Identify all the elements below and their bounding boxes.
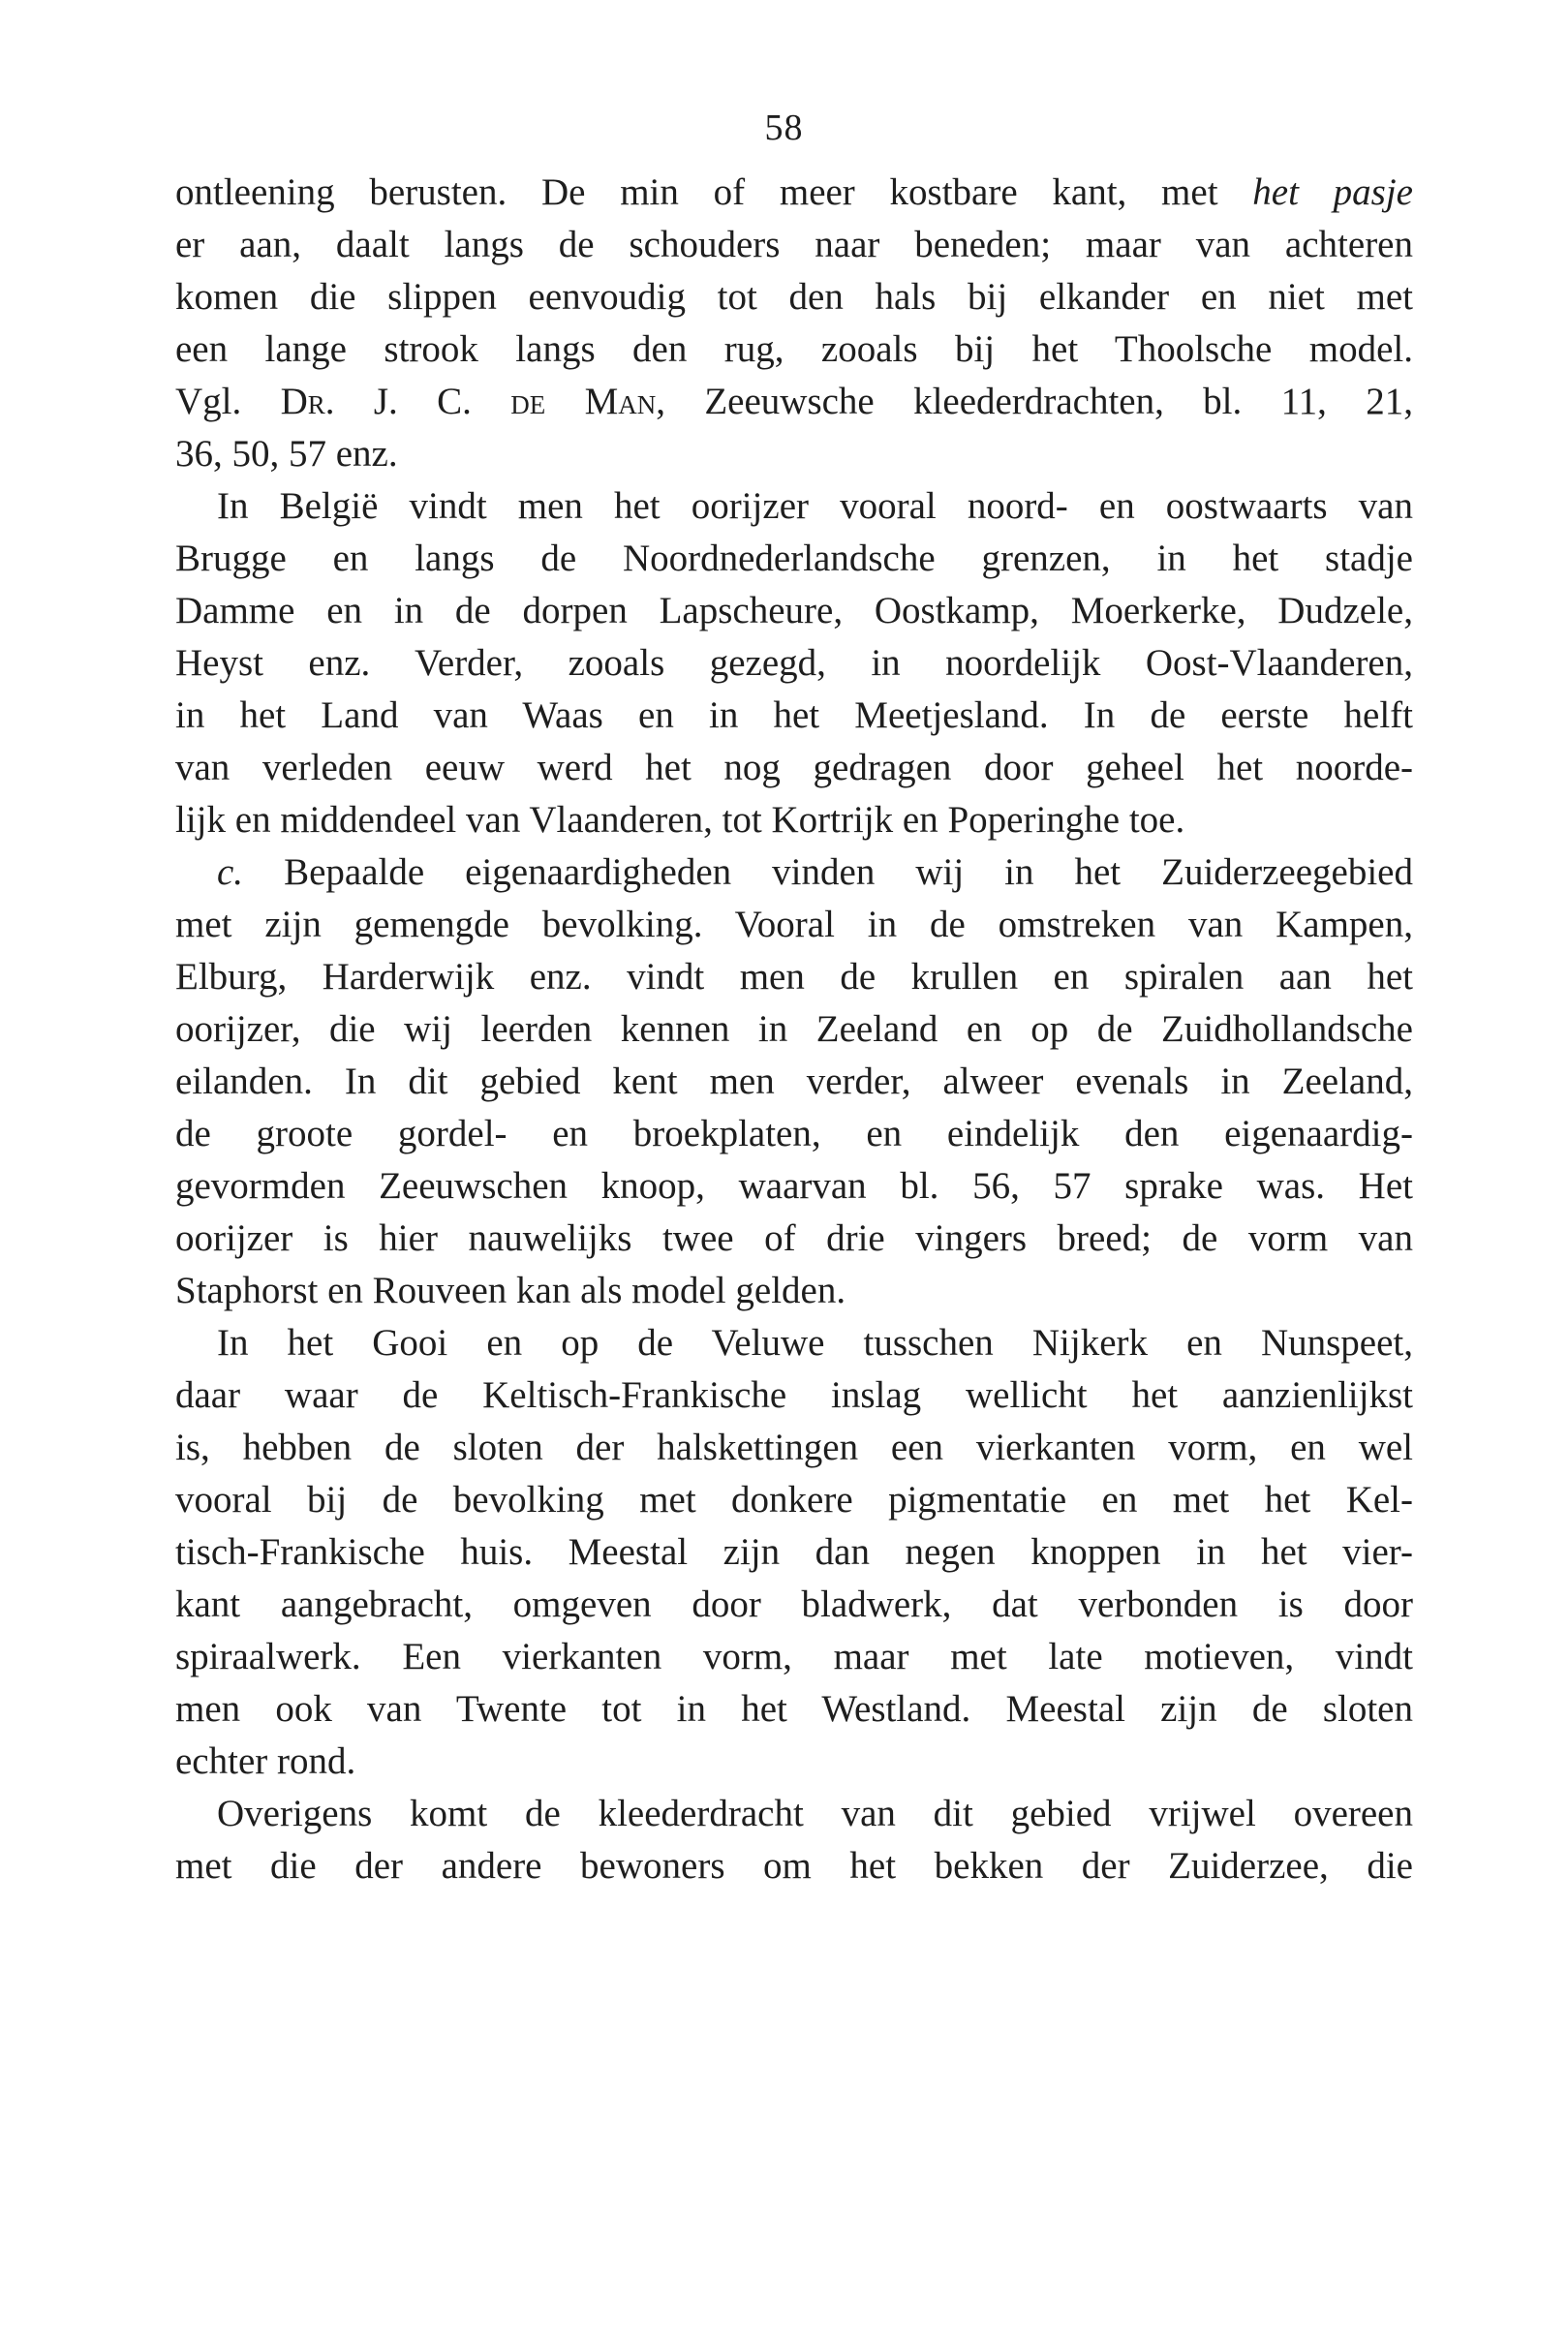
text-line: [175, 372, 1413, 432]
paragraph-first-line: In het Gooi en op de Veluwe tusschen Nijkerk en Nunspeet,: [217, 1322, 1413, 1364]
list-marker: c.: [217, 851, 244, 893]
text-line: is, hebben de sloten der halskettingen een vierkanten vorm, en wel: [175, 1427, 1413, 1468]
text-line: Heyst enz. Verder, zooals gezegd, in noordelijk Oost-Vlaanderen,: [175, 642, 1413, 684]
text-line: 36, 50, 57 enz.: [175, 433, 398, 475]
text-line: in het Land van Waas en in het Meetjesland. In de eerste helft: [175, 694, 1413, 736]
text-run: Bepaalde eigenaardigheden vinden wij in het Zuiderzeegebied: [243, 851, 1413, 893]
text-line: gevormden Zeeuwschen knoop, waarvan bl. 56, 57 sprake was. Het: [175, 1165, 1413, 1207]
paragraph-first-line: In België vindt men het oorijzer vooral noord- en oostwaarts van: [217, 485, 1413, 527]
text-line: kant aangebracht, omgeven door bladwerk, dat verbonden is door: [175, 1584, 1413, 1625]
text-run: . J. C.: [324, 381, 511, 422]
text-line: spiraalwerk. Een vierkanten vorm, maar met late motieven, vindt: [175, 1636, 1413, 1677]
text-line: Brugge en langs de Noordnederlandsche grenzen, in het stadje: [175, 538, 1413, 579]
paragraph-first-line: Overigens komt de kleederdracht van dit gebied vrijwel overeen: [217, 1793, 1413, 1834]
text-line: lijk en middendeel van Vlaanderen, tot Kortrijk en Poperinghe toe.: [175, 799, 1185, 841]
text-line: Elburg, Harderwijk enz. vindt men de krullen en spiralen aan het: [175, 956, 1413, 998]
text-line: oorijzer, die wij leerden kennen in Zeeland en op de Zuidhollandsche: [175, 1008, 1413, 1050]
small-caps-name: de Man: [510, 381, 657, 422]
text-line: met die der andere bewoners om het bekken der Zuiderzee, die: [175, 1845, 1413, 1887]
text-line: komen die slippen eenvoudig tot den hals bij elkander en niet met: [175, 276, 1413, 318]
italic-phrase: het pasje: [1252, 171, 1413, 213]
text-run: Vgl.: [175, 381, 281, 422]
text-line: van verleden eeuw werd het nog gedragen door geheel het noorde-: [175, 747, 1413, 788]
page-number: 58: [764, 108, 804, 148]
text-run: ontleening berusten. De min of meer kostbare kant, met: [175, 171, 1253, 213]
small-caps-name: Dr: [280, 381, 325, 422]
text-line: [175, 163, 1413, 223]
text-line: de groote gordel- en broekplaten, en eindelijk den eigenaardig-: [175, 1113, 1413, 1154]
text-line: er aan, daalt langs de schouders naar beneden; maar van achteren: [175, 224, 1413, 265]
text-line: echter rond.: [175, 1740, 356, 1782]
text-line: Staphorst en Rouveen kan als model gelden.: [175, 1270, 846, 1311]
text-line: men ook van Twente tot in het Westland. Meestal zijn de sloten: [175, 1688, 1413, 1730]
text-run: , Zeeuwsche kleederdrachten, bl. 11, 21,: [656, 381, 1413, 422]
paragraph-first-line: [217, 843, 1413, 903]
text-line: vooral bij de bevolking met donkere pigmentatie en met het Kel-: [175, 1479, 1413, 1521]
text-line: eilanden. In dit gebied kent men verder, alweer evenals in Zeeland,: [175, 1061, 1413, 1102]
text-line: tisch-Frankische huis. Meestal zijn dan negen knoppen in het vier-: [175, 1531, 1413, 1573]
text-line: met zijn gemengde bevolking. Vooral in de omstreken van Kampen,: [175, 904, 1413, 945]
text-line: Damme en in de dorpen Lapscheure, Oostkamp, Moerkerke, Dudzele,: [175, 590, 1413, 631]
text-line: oorijzer is hier nauwelijks twee of drie vingers breed; de vorm van: [175, 1217, 1413, 1259]
text-line: daar waar de Keltisch-Frankische inslag wellicht het aanzienlijkst: [175, 1374, 1413, 1416]
text-line: een lange strook langs den rug, zooals bij het Thoolsche model.: [175, 328, 1413, 370]
